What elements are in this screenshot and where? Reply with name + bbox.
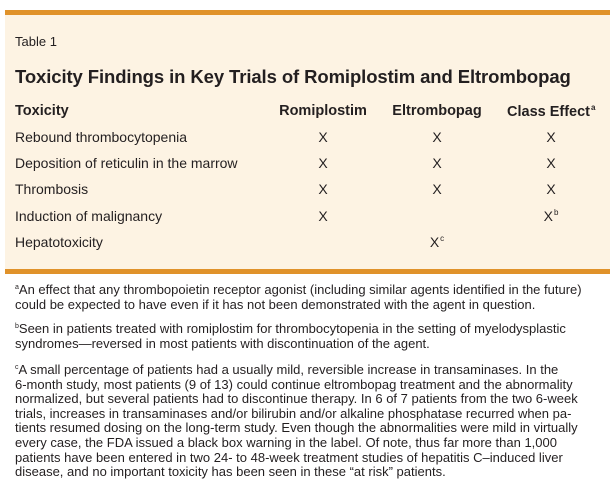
- header-romiplostim: Romiplostim: [279, 103, 367, 119]
- footnote-line: [15, 378, 611, 393]
- footnote-a: [15, 281, 611, 312]
- romiplostim-cell: [293, 208, 353, 224]
- footnote-line: [15, 281, 611, 298]
- table-title: Toxicity Findings in Key Trials of Romiplostim and Eltrombopag: [15, 66, 571, 87]
- footnote-text: every case, the FDA issued a black box warning in the label. Of note, thus far more than 1,000: [15, 434, 557, 450]
- top-rule: [5, 10, 610, 15]
- footnote-line: [15, 361, 611, 378]
- footnote-line: [15, 298, 611, 313]
- footnote-text: disease, and no important toxicity has been seen in these “at risk” patients.: [15, 464, 446, 480]
- footnote-text: patients have been entered in two 24- to 48-week treatment studies of hepatitis C–induced liver: [15, 449, 563, 465]
- cell-mark: X: [432, 155, 442, 171]
- header-eltrombopag: Eltrombopag: [392, 103, 482, 119]
- romiplostim-cell: [293, 155, 353, 171]
- footnote-line: [15, 436, 611, 451]
- footnote-line: [15, 407, 611, 422]
- toxicity-name: Thrombosis: [15, 181, 89, 197]
- footnote-marker: a: [591, 103, 596, 112]
- cell-mark: X: [318, 181, 328, 197]
- footnote-marker: c: [440, 234, 445, 243]
- footnote-marker: b: [15, 323, 19, 330]
- table-row: [0, 234, 615, 254]
- footnote-line: [15, 465, 611, 480]
- cell-mark: X: [546, 129, 556, 145]
- footnote-text: normalized, but several patients had to discontinue therapy. In 6 of 7 patients from the two 6-week: [15, 391, 578, 407]
- footnote-marker: b: [553, 208, 559, 217]
- table-row: [0, 181, 615, 201]
- bottom-rule: [5, 269, 610, 274]
- cell-mark: X: [432, 181, 442, 197]
- footnote-line: [15, 392, 611, 407]
- footnote-line: [15, 337, 611, 352]
- footnote-b: [15, 320, 611, 351]
- cell-mark: X: [429, 234, 440, 250]
- toxicity-name: Deposition of reticulin in the marrow: [15, 155, 238, 171]
- footnote-text: syndromes—reversed in most patients with discontinuation of the agent.: [15, 335, 430, 351]
- cell-mark: X: [318, 129, 328, 145]
- eltrombopag-cell: [407, 129, 467, 145]
- footnote-marker: c: [15, 364, 19, 371]
- cell-mark: X: [318, 155, 328, 171]
- cell-mark: X: [543, 208, 553, 224]
- footnote-line: [15, 421, 611, 436]
- footnote-text: Seen in patients treated with romiplostim for thrombocytopenia in the setting of myelodysplastic: [18, 321, 566, 336]
- class-effect-cell: [521, 208, 581, 224]
- cell-mark: X: [546, 155, 556, 171]
- table-row: [0, 208, 615, 228]
- footnote-line: [15, 320, 611, 337]
- romiplostim-cell: [293, 181, 353, 197]
- eltrombopag-cell: [407, 181, 467, 197]
- footnote-c: [15, 361, 611, 480]
- header-toxicity: Toxicity: [15, 103, 69, 119]
- class-effect-cell: [521, 155, 581, 171]
- footnote-text: A small percentage of patients had a usually mild, reversible increase in transaminases. In the: [18, 362, 559, 377]
- footnote-marker: a: [15, 284, 19, 291]
- eltrombopag-cell: [407, 234, 467, 250]
- cell-mark: X: [546, 181, 556, 197]
- class-effect-cell: [521, 181, 581, 197]
- table-row: [0, 155, 615, 175]
- cell-mark: X: [318, 208, 328, 224]
- footnote-text: An effect that any thrombopoietin receptor agonist (including similar agents identified in the future): [18, 282, 582, 297]
- cell-mark: X: [432, 129, 442, 145]
- footnote-text: 6-month study, most patients (9 of 13) could continue eltrombopag treatment and the abnormality: [15, 376, 573, 392]
- table-row: [0, 129, 615, 149]
- eltrombopag-cell: [407, 155, 467, 171]
- header-class-effect-text: Class Effect: [507, 104, 591, 120]
- table-label: Table 1: [15, 34, 57, 49]
- romiplostim-cell: [293, 129, 353, 145]
- toxicity-name: Rebound thrombocytopenia: [15, 129, 188, 145]
- footnote-text: trials, increases in transaminases and/or bilirubin and/or alkaline phosphatase recurred when pa-: [15, 405, 572, 421]
- toxicity-name: Induction of malignancy: [15, 208, 163, 224]
- footnote-line: [15, 451, 611, 466]
- class-effect-cell: [521, 129, 581, 145]
- footnote-text: could be expected to have even if it has not been demonstrated with the agent in question.: [15, 296, 536, 312]
- footnote-text: tients resumed dosing on the long-term study. Even though the abnormalities were mild in virtually: [15, 420, 578, 436]
- header-class-effect: [507, 103, 595, 120]
- toxicity-name: Hepatotoxicity: [15, 234, 103, 250]
